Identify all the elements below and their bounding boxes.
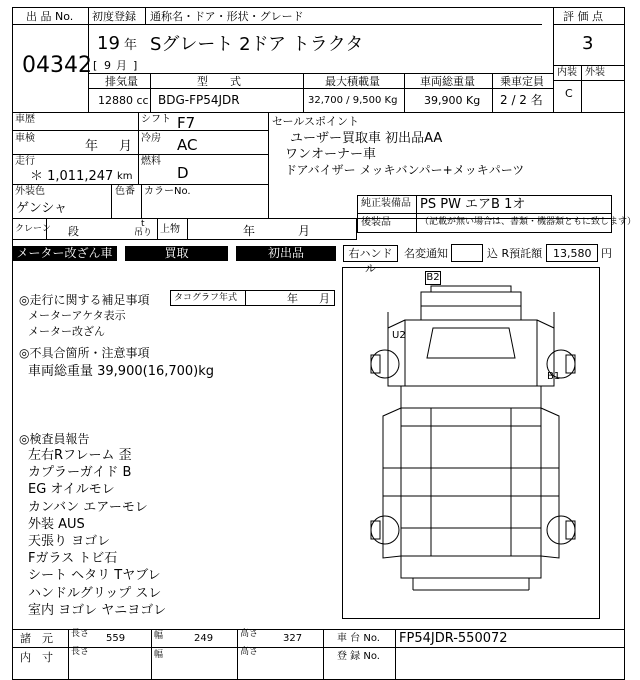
first-registration-label: 初度登録 — [92, 10, 136, 23]
damage-mark-b1: B1 — [547, 371, 561, 382]
payload-label: 最大積載量 — [325, 75, 380, 88]
chassis-number: FP54JDR-550072 — [399, 631, 508, 646]
height-label: 高さ — [240, 629, 259, 639]
model-label: 型 式 — [197, 75, 241, 88]
right-hand-drive-flag: 右ハンドル — [343, 245, 398, 262]
inspector-line: シート ヘタリ Tヤブレ — [28, 568, 161, 584]
height-value: 327 — [283, 633, 303, 644]
crane-ton: t — [141, 219, 145, 229]
lot-number: 04342 — [22, 53, 92, 78]
interior-label: 内装 — [557, 67, 577, 78]
recycle-unit: 円 — [601, 247, 612, 260]
crane-hook: 吊り — [134, 228, 153, 238]
travel-line-1: メーターアケタ表示 — [28, 309, 126, 322]
gvw-label: 車両総重量 — [420, 75, 475, 88]
chassis-label: 車 台 No. — [337, 633, 380, 644]
crane-stage: 段 — [68, 225, 79, 238]
payload-value: 32,700 / 9,500 Kg — [308, 95, 398, 106]
inner-width-label: 幅 — [154, 650, 164, 660]
color-code-label: カラーNo. — [144, 186, 191, 197]
year-unit: 年 — [124, 38, 138, 53]
mount-label: 上物 — [160, 224, 180, 235]
registration-month: 9 — [104, 59, 111, 72]
ac-label: 冷房 — [141, 133, 161, 144]
mileage-unit: km — [117, 171, 133, 182]
lot-label: 出 品 No. — [26, 10, 74, 23]
registration-year: 19 — [97, 33, 120, 54]
sales-line-1: ユーザー買取車 初出品AA — [290, 131, 443, 146]
rating-label: 評 価 点 — [563, 10, 603, 23]
color-label: 外装色 — [15, 186, 45, 197]
color-value: ゲンシャ — [16, 201, 68, 216]
vehicle-diagram — [342, 267, 600, 619]
inner-dimensions-label: 内 寸 — [20, 651, 53, 664]
truck-chassis-diagram — [343, 268, 599, 618]
inspector-report-title: ◎検査員報告 — [19, 432, 90, 446]
defect-notes-title: ◎不具合箇所・注意事項 — [19, 346, 150, 360]
first-listing-flag: 初出品 — [236, 246, 336, 261]
width-value: 249 — [194, 633, 214, 644]
inspector-line: Fガラス トビ石 — [28, 551, 118, 567]
shift-value: F7 — [177, 114, 196, 132]
mount-month: 月 — [298, 224, 311, 238]
equipment-label: 純正装備品 — [361, 198, 411, 209]
retrofit-label: 後装品 — [361, 217, 391, 228]
travel-notes-title: ◎走行に関する補足事項 — [19, 293, 150, 307]
capacity-label: 乗車定員 — [500, 75, 544, 88]
rating-value: 3 — [582, 33, 594, 54]
buyback-flag: 買取 — [125, 246, 228, 261]
inspection-month-unit: 月 — [119, 139, 133, 154]
fuel-label: 燃料 — [141, 156, 161, 167]
tachograph-year: 年 — [287, 292, 298, 305]
title-change-box — [451, 244, 483, 262]
mount-year: 年 — [243, 224, 256, 238]
width-label: 幅 — [154, 631, 164, 641]
inner-height-label: 高さ — [240, 647, 259, 657]
travel-line-2: メーター改ざん — [28, 325, 105, 338]
fuel-value: D — [177, 164, 189, 182]
inspection-year-unit: 年 — [85, 139, 99, 154]
displacement-label: 排気量 — [105, 75, 138, 88]
retrofit-note: （記載が無い場合は、書類・機器類ともに致します） — [420, 217, 637, 227]
exterior-label: 外装 — [585, 67, 605, 78]
crane-label: クレーン — [15, 224, 51, 234]
inspector-line: カンバン エアーモレ — [28, 499, 148, 515]
interior-grade: C — [565, 87, 573, 100]
inspector-line: 天張り ヨゴレ — [28, 534, 111, 549]
equipment-value: PS PW エアB 1オ — [420, 197, 526, 212]
inspector-line: 室内 ヨゴレ ヤニヨゴレ — [28, 602, 167, 618]
sales-line-3: ドアバイザー メッキバンパー+メッキパーツ — [285, 163, 525, 177]
history-label: 車歴 — [15, 114, 35, 125]
tachograph-month: 月 — [319, 292, 330, 305]
inspection-label: 車検 — [15, 133, 35, 144]
mileage-label: 走行 — [15, 156, 35, 167]
recycle-amount: 13,580 — [553, 247, 592, 260]
recycle-label: 込 R預託額 — [487, 247, 543, 260]
capacity-value: 2 / 2 名 — [500, 93, 543, 107]
inspector-line: 左右Rフレーム 歪 — [28, 448, 132, 463]
title-change-label: 名変通知 — [404, 247, 448, 260]
inspector-line: ハンドルグリップ スレ — [28, 585, 162, 601]
shift-label: シフト — [141, 114, 171, 125]
ac-value: AC — [177, 136, 198, 154]
defect-line-1: 車両総重量 39,900(16,700)kg — [28, 364, 215, 379]
inspector-line: EG オイルモレ — [28, 482, 115, 498]
displacement-value: 12880 cc — [98, 94, 149, 107]
registration-number-label: 登 録 No. — [337, 651, 380, 662]
mileage-value: ＊ 1,011,247 — [30, 169, 114, 184]
gvw-value: 39,900 Kg — [424, 94, 481, 107]
sales-point-label: セールスポイント — [272, 115, 360, 128]
model-value: BDG-FP54JDR — [158, 93, 240, 107]
month-unit: 月 — [116, 59, 127, 72]
inspector-line: 外装 AUS — [28, 516, 85, 532]
inner-length-label: 長さ — [71, 647, 90, 657]
car-name-label: 通称名・ドア・形状・グレード — [150, 10, 304, 23]
sales-line-2: ワンオーナー車 — [285, 147, 377, 162]
car-name: Sグレート 2ドア トラクタ — [150, 34, 364, 55]
dimensions-label: 諸 元 — [20, 632, 53, 645]
length-label: 長さ — [71, 629, 90, 639]
damage-mark-u2: U2 — [392, 330, 406, 341]
length-value: 559 — [106, 633, 126, 644]
tachograph-label: タコグラフ年式 — [174, 293, 238, 303]
color-no-label: 色番 — [115, 186, 135, 197]
inspector-line: カプラーガイド B — [28, 465, 132, 481]
damage-mark-b2: B2 — [426, 272, 440, 283]
meter-tampered-flag: メーター改ざん車 — [12, 246, 117, 261]
